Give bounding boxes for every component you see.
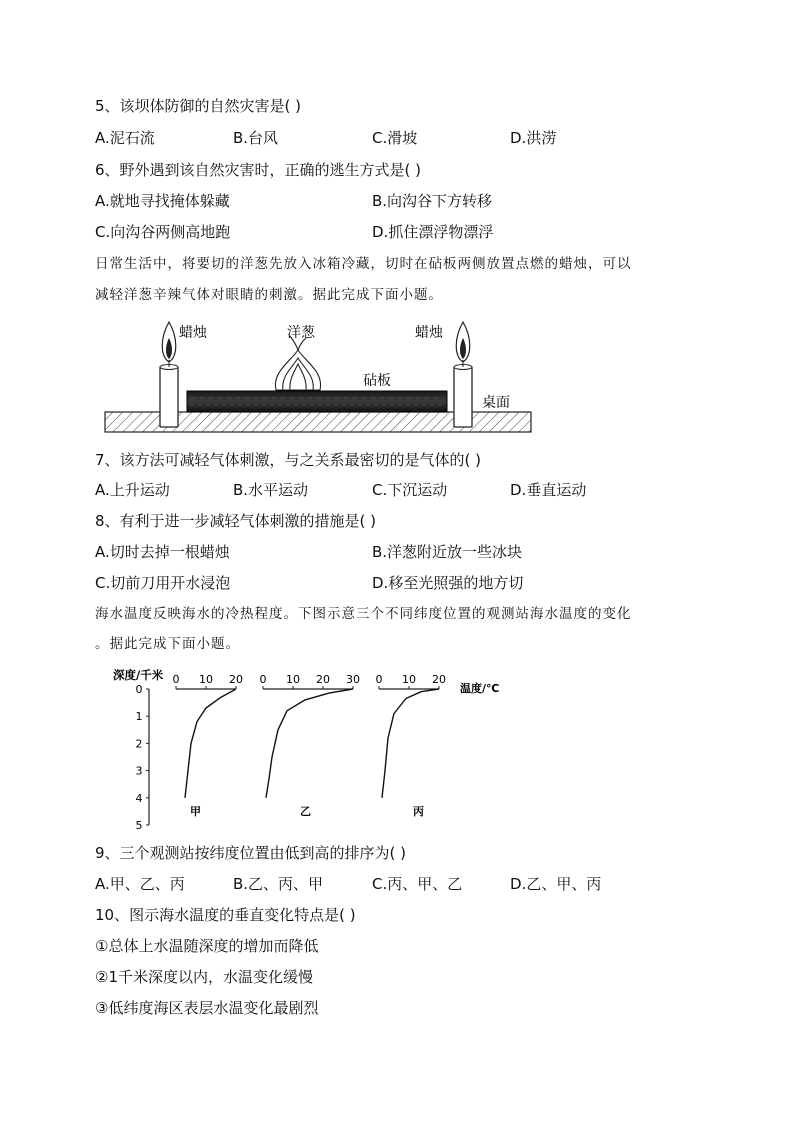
q6-stem: 6、野外遇到该自然灾害时，正确的逃生方式是( ) — [95, 161, 422, 179]
depth-tick-label: 3 — [135, 764, 143, 778]
temperature-profile-2 — [266, 689, 353, 798]
q9-option-c: C.丙、甲、乙 — [372, 875, 463, 893]
label-candle-left: 蜡烛 — [179, 325, 207, 341]
depth-axis-label: 深度/千米 — [113, 668, 164, 682]
q10-statement-2: ②1千米深度以内，水温变化缓慢 — [95, 968, 313, 986]
q9-option-a: A.甲、乙、丙 — [95, 875, 185, 893]
q5-stem: 5、该坝体防御的自然灾害是( ) — [95, 97, 302, 115]
q5-option-a: A.泥石流 — [95, 129, 155, 147]
q5-option-c: C.滑坡 — [372, 129, 418, 147]
q6-option-b: B.向沟谷下方转移 — [372, 192, 493, 210]
q8-option-b: B.洋葱附近放一些冰块 — [372, 543, 523, 561]
temperature-tick-label: 10 — [402, 673, 416, 686]
station-label-1: 甲 — [190, 805, 201, 818]
temperature-profile-1 — [185, 689, 236, 798]
intro2-line1: 海水温度反映海水的冷热程度。下图示意三个不同纬度位置的观测站海水温度的变化 — [95, 606, 632, 622]
station-label-3: 丙 — [413, 805, 424, 818]
depth-tick-label: 2 — [135, 737, 143, 751]
q7-stem: 7、该方法可减轻气体刺激，与之关系最密切的是气体的( ) — [95, 451, 482, 469]
label-candle-right: 蜡烛 — [415, 325, 443, 341]
label-onion: 洋葱 — [287, 325, 315, 341]
temperature-tick-label: 20 — [432, 673, 446, 686]
q9-stem: 9、三个观测站按纬度位置由低到高的排序为( ) — [95, 844, 407, 862]
q9-option-b: B.乙、丙、甲 — [233, 875, 324, 893]
intro1-line2: 减轻洋葱辛辣气体对眼睛的刺激。据此完成下面小题。 — [95, 287, 443, 303]
q7-option-a: A.上升运动 — [95, 481, 170, 499]
q5-option-d: D.洪涝 — [510, 129, 557, 147]
temperature-tick-label: 0 — [172, 673, 180, 686]
q5-option-b: B.台风 — [233, 129, 279, 147]
temperature-tick-label: 0 — [375, 673, 383, 686]
q6-option-a: A.就地寻找掩体躲藏 — [95, 192, 230, 210]
q7-option-d: D.垂直运动 — [510, 481, 587, 499]
label-table: 桌面 — [482, 395, 510, 411]
q9-option-d: D.乙、甲、丙 — [510, 875, 602, 893]
label-board: 砧板 — [363, 373, 391, 389]
q10-statement-1: ①总体上水温随深度的增加而降低 — [95, 937, 319, 955]
temperature-axis-label: 温度/℃ — [460, 682, 500, 695]
q7-option-b: B.水平运动 — [233, 481, 309, 499]
intro1-line1: 日常生活中，将要切的洋葱先放入冰箱冷藏，切时在砧板两侧放置点燃的蜡烛，可以 — [95, 256, 632, 272]
q10-statement-3: ③低纬度海区表层水温变化最剧烈 — [95, 999, 319, 1017]
depth-tick-label: 0 — [135, 683, 143, 696]
q8-option-a: A.切时去掉一根蜡烛 — [95, 543, 230, 561]
temperature-tick-label: 30 — [346, 673, 360, 686]
depth-tick-label: 5 — [135, 819, 143, 832]
q8-option-c: C.切前刀用开水浸泡 — [95, 574, 231, 592]
depth-tick-label: 1 — [135, 710, 143, 724]
q8-option-d: D.移至光照强的地方切 — [372, 574, 524, 592]
q10-stem: 10、图示海水温度的垂直变化特点是( ) — [95, 906, 356, 924]
q6-option-d: D.抓住漂浮物漂浮 — [372, 223, 494, 241]
temperature-tick-label: 20 — [229, 673, 243, 686]
temperature-tick-label: 20 — [316, 673, 330, 686]
q8-stem: 8、有利于进一步减轻气体刺激的措施是( ) — [95, 512, 377, 530]
temperature-tick-label: 0 — [259, 673, 267, 686]
q6-option-c: C.向沟谷两侧高地跑 — [95, 223, 231, 241]
temperature-profile-3 — [382, 689, 439, 798]
station-label-2: 乙 — [300, 805, 311, 818]
depth-tick-label: 4 — [135, 791, 143, 805]
temperature-tick-label: 10 — [199, 673, 213, 686]
intro2-line2: 。据此完成下面小题。 — [95, 636, 240, 652]
q7-option-c: C.下沉运动 — [372, 481, 448, 499]
temperature-tick-label: 10 — [286, 673, 300, 686]
